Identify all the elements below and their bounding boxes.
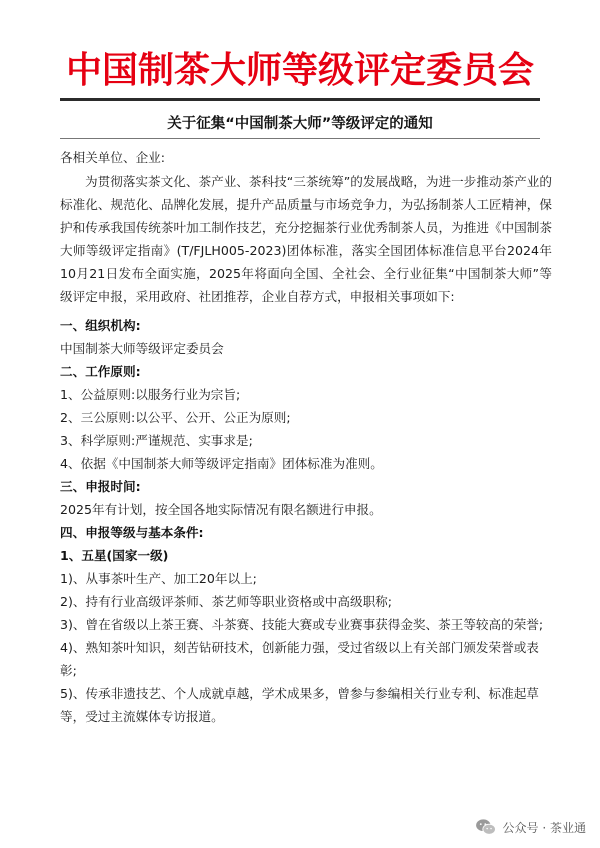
condition-item: 1)、从事茶叶生产、加工20年以上; — [60, 571, 257, 586]
level-subheading: 1、五星(国家一级) — [60, 548, 169, 563]
condition-item: 2)、持有行业高级评茶师、茶艺师等职业资格或中高级职称; — [60, 594, 393, 609]
greeting: 各相关单位、企业: — [60, 150, 165, 165]
section-heading-levels: 四、申报等级与基本条件: — [60, 525, 204, 540]
section-text-organization: 中国制茶大师等级评定委员会 — [60, 341, 224, 356]
section-heading-principles: 二、工作原则: — [60, 364, 141, 379]
condition-item: 5)、传承非遗技艺、个人成就卓越，学术成果多，曾参与参编相关行业专利、标准起草等，受过主流媒体专访报道。 — [60, 686, 539, 724]
subtitle-divider — [60, 138, 540, 139]
watermark-text: 公众号 · 茶业通 — [502, 820, 586, 835]
principle-item: 2、三公原则:以公平、公开、公正为原则; — [60, 410, 291, 425]
document-body — [60, 146, 552, 728]
watermark — [475, 817, 586, 837]
header-divider — [60, 98, 540, 101]
condition-item: 4)、熟知茶叶知识，刻苦钻研技术，创新能力强，受过省级以上有关部门颁发荣誉或表彰; — [60, 640, 539, 678]
intro-paragraph: 为贯彻落实茶文化、茶产业、茶科技“三茶统筹”的发展战略，为进一步推动茶产业的标准化、规范化、品牌化发展，提升产品质量与市场竞争力，为弘扬制茶人工匠精神，保护和传承我国传统茶叶加工制作技艺，充分挖掘茶行业优秀制茶人员，为推进《中国制茶大师等级评定指南》(T/FJLH005-2023)团体标准，落实全国团体标准信息平台2024年10月21日发布全面实施，2025年将面向全国、全社会、全行业征集“中国制茶大师”等级评定申报，采用政府、社团推荐，企业自荐方式，申报相关事项如下: — [60, 174, 552, 304]
section-text-time: 2025年有计划，按全国各地实际情况有限名额进行申报。 — [60, 502, 382, 517]
section-heading-organization: 一、组织机构: — [60, 318, 141, 333]
wechat-icon — [475, 818, 497, 836]
header-title: 中国制茶大师等级评定委员会 — [65, 50, 534, 91]
principle-item: 1、公益原则:以服务行业为宗旨; — [60, 387, 241, 402]
condition-item: 3)、曾在省级以上茶王赛、斗茶赛、技能大赛或专业赛事获得金奖、茶王等较高的荣誉; — [60, 617, 544, 632]
notice-title: 关于征集“中国制茶大师”等级评定的通知 — [167, 116, 433, 132]
principle-item: 3、科学原则:严谨规范、实事求是; — [60, 433, 253, 448]
principle-item: 4、依据《中国制茶大师等级评定指南》团体标准为准则。 — [60, 456, 383, 471]
section-heading-time: 三、申报时间: — [60, 479, 141, 494]
